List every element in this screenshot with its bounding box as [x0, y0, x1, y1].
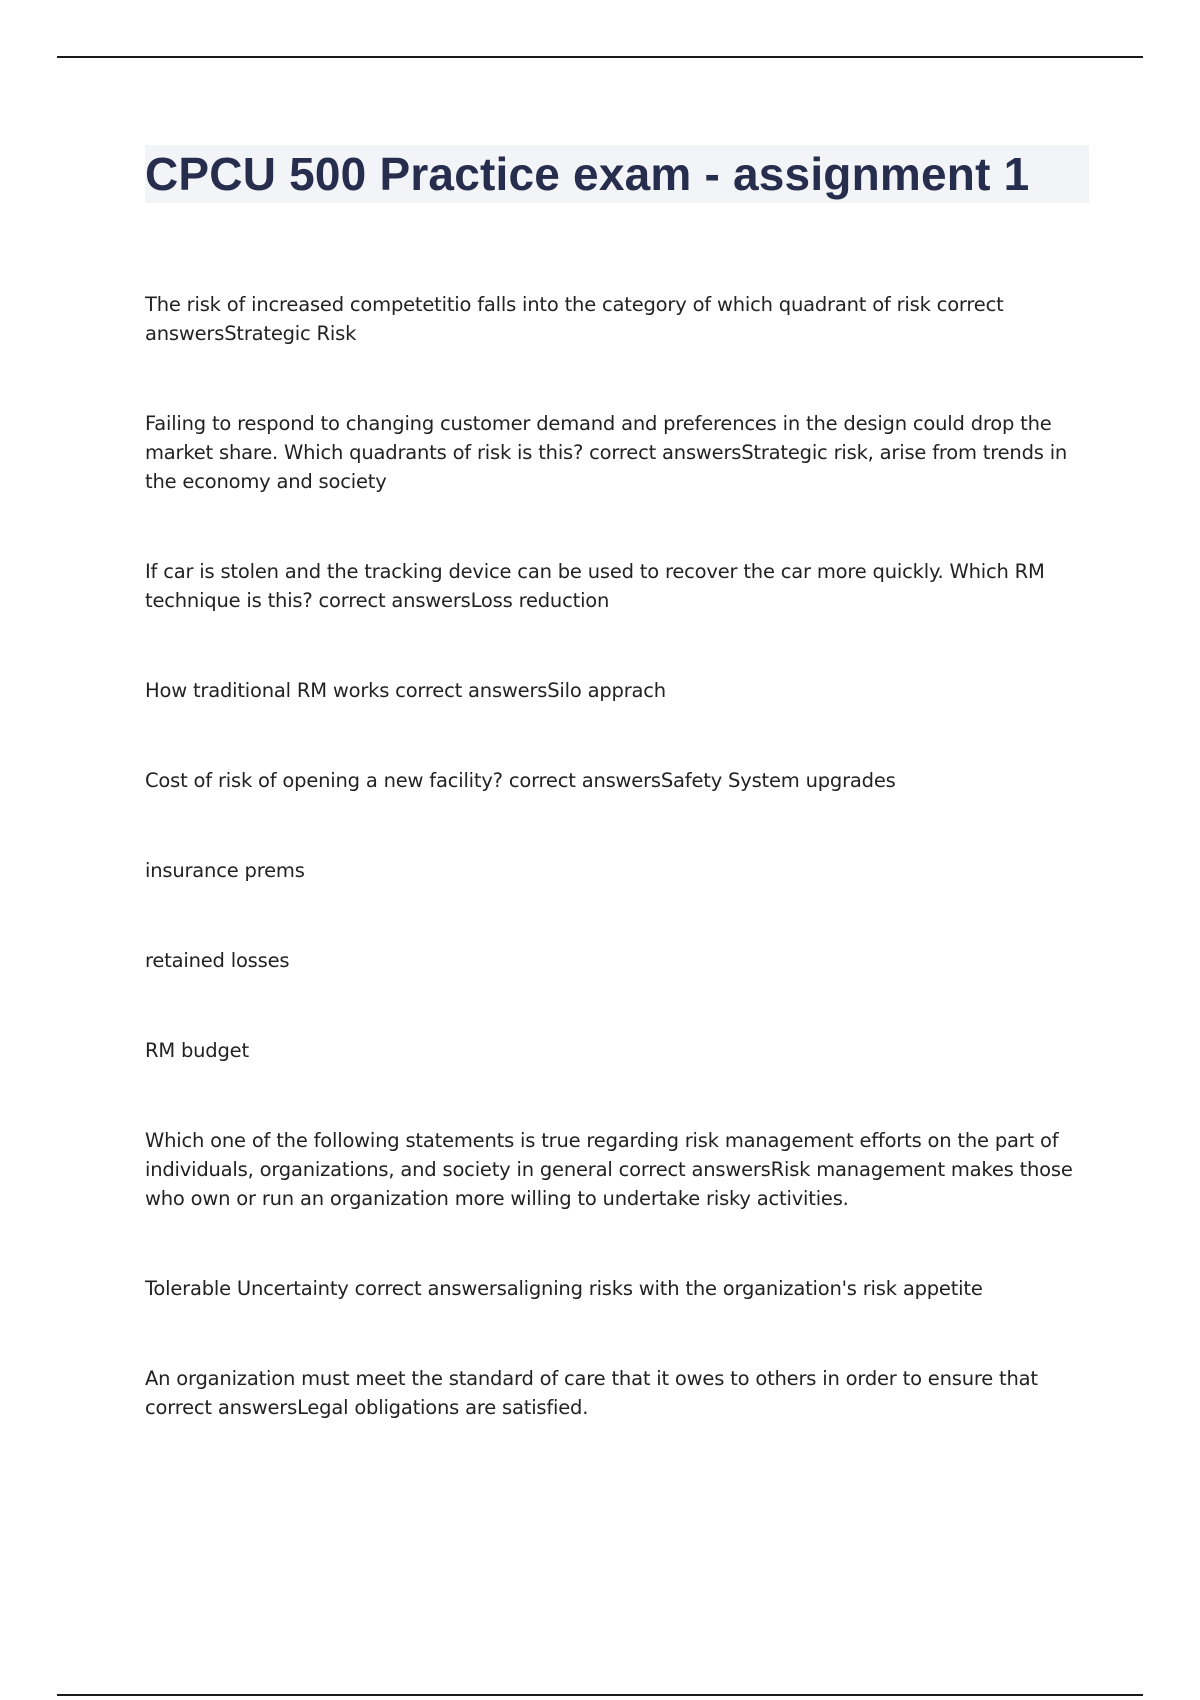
- qa-item: Failing to respond to changing customer demand and preferences in the design could drop the market share. Which quadrants of risk is this? correct answersStrategic risk, arise from trends in the economy and society: [145, 412, 1068, 493]
- qa-item: An organization must meet the standard of care that it owes to others in order to ensure that correct answersLegal obligations are satisfied.: [145, 1367, 1038, 1419]
- top-divider: [57, 56, 1143, 58]
- qa-item: The risk of increased competetitio falls into the category of which quadrant of risk correct answersStrategic Risk: [145, 293, 1004, 345]
- qa-item: How traditional RM works correct answersSilo apprach: [145, 679, 666, 702]
- title-banner: [145, 145, 1089, 203]
- qa-item: retained losses: [145, 949, 290, 972]
- qa-list: [145, 290, 1085, 1483]
- qa-item: insurance prems: [145, 859, 305, 882]
- qa-item: If car is stolen and the tracking device can be used to recover the car more quickly. Which RM technique is this? correct answersLoss reduction: [145, 560, 1045, 612]
- qa-item: Tolerable Uncertainty correct answersaligning risks with the organization's risk appetite: [145, 1277, 983, 1300]
- page-title: CPCU 500 Practice exam - assignment 1: [145, 148, 1030, 200]
- bottom-divider: [57, 1694, 1143, 1696]
- qa-item: Cost of risk of opening a new facility? correct answersSafety System upgrades: [145, 769, 896, 792]
- qa-item: Which one of the following statements is true regarding risk management efforts on the part of individuals, organizations, and society in general correct answersRisk management makes those who own or run an organization more willing to undertake risky activities.: [145, 1129, 1073, 1210]
- qa-item: RM budget: [145, 1039, 249, 1062]
